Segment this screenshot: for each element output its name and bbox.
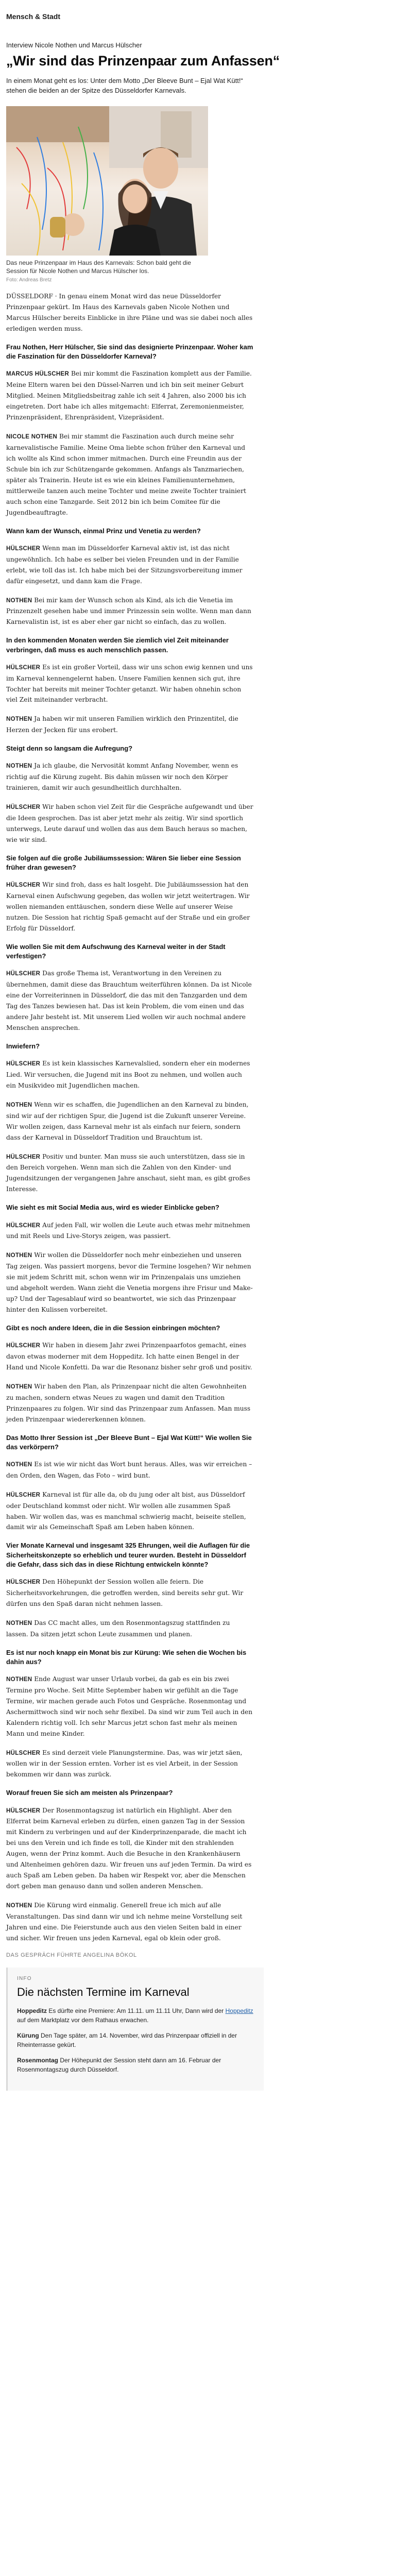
- speaker-name: HÜLSCHER: [6, 1154, 41, 1160]
- paragraph-text: Wenn wir es schaffen, die Jugendlichen an den Karneval zu binden, sind wir auf der richtigen Spur, die Jugend ist die Zukunft unserer Vereine. Wir wollen zeigen, dass Karneval mehr ist als einfach nur feiern, sondern dass der Karneval in Düsseldorf Tradition und Brauchtum ist.: [6, 1100, 249, 1141]
- speaker-name: HÜLSCHER: [6, 882, 41, 889]
- paragraph-text: Wenn man im Düsseldorfer Karneval aktiv ist, ist das nicht ungewöhnlich. Ich habe es selber bei vielen Freunden und in der Familie erlebt, wie toll das ist. Ich habe mich bei der Sitzungsvorbereitung immer dafür eingesetzt, und dann kam die Frage.: [6, 544, 243, 585]
- interview-answer: [6, 714, 253, 736]
- speaker-name: HÜLSCHER: [6, 1579, 41, 1586]
- interview-answer: [6, 595, 253, 628]
- paragraph-text: DÜSSELDORF · In genau einem Monat wird das neue Düsseldorfer Prinzenpaar gekürt. Im Haus des Karnevals gaben Nicole Nothen und Marcus Hülscher bereits Einblicke in ihre Pläne und was sie dabei noch alles erledigen werden muss.: [6, 293, 253, 333]
- image-caption: Das neue Prinzenpaar im Haus des Karnevals: Schon bald geht die Session für Nicole Nothen und Marcus Hülscher los.: [6, 259, 191, 275]
- interview-question: Frau Nothen, Herr Hülscher, Sie sind das designierte Prinzenpaar. Woher kam die Faszination für den Düsseldorfer Karneval?: [6, 343, 253, 361]
- interview-question: Sie folgen auf die große Jubiläumssession: Wären Sie lieber eine Session früher dran gewesen?: [6, 854, 241, 872]
- paragraph-text: Den Höhepunkt der Session wollen alle feiern. Die Sicherheitsvorkehrungen, die getroffen werden, sind bereits sehr gut. Wir dürfen uns den Spaß daran nicht nehmen lassen.: [6, 1578, 244, 1607]
- paragraph-text: Wir haben den Plan, als Prinzenpaar nicht die alten Gewohnheiten zu machen, sondern etwas Neues zu wagen und damit den Tradition Prinzenpaares zu folgen. Wir sind das Prinzenpaar zum Anfassen. Man muss jeden Prinzenpaar wiedererkennen können.: [6, 1382, 251, 1423]
- interview-answer: [6, 1459, 253, 1481]
- interview-question: Inwiefern?: [6, 1042, 40, 1050]
- speaker-name: HÜLSCHER: [6, 1061, 41, 1067]
- paragraph-text: Bei mir kommt die Faszination komplett aus der Familie. Meine Eltern waren bei den Düssel-Narren und ich bin seit meiner Geburt Mitglied. Meinen Mitgliedsbeitrag zahle ich seit 4 Jahren, also 2000 bis ich eingetreten. Dort habe ich alles mitgemacht: Elferrat, Zeremonienmeister, Prinzenpräsident, Ehrenpräsident, Vizepräsident.: [6, 370, 252, 421]
- article-overline: Interview Nicole Nothen und Marcus Hülscher: [6, 41, 142, 49]
- interview-answer: [6, 1674, 253, 1739]
- article-teaser: In einem Monat geht es los: Unter dem Motto „Der Bleeve Bunt – Ejal Wat Kütt!“ stehen die beiden an der Spitze des Düsseldorfer Karnevals.: [6, 77, 243, 94]
- hero-illustration: [6, 106, 208, 256]
- interview-question: Gibt es noch andere Ideen, die in die Session einbringen möchten?: [6, 1324, 220, 1332]
- speaker-name: NOTHEN: [6, 763, 32, 770]
- info-item: [17, 2056, 254, 2074]
- info-item-text: auf dem Marktplatz vor dem Rathaus erwachen.: [17, 2016, 149, 2024]
- speaker-name: HÜLSCHER: [6, 1343, 41, 1349]
- interview-answer: [6, 1099, 253, 1143]
- article-paragraph: [6, 291, 253, 334]
- paragraph-text: Ja haben wir mit unseren Familien wirklich den Prinzentitel, die Herzen der Jecken für uns erobert.: [6, 715, 238, 734]
- paragraph-text: Positiv und bunter. Man muss sie auch unterstützen, dass sie in den Bereich vorgehen. Wenn man sich die Zahlen von den Kinder- und Jugendsitzungen der vergangenen Jahre anschaut, sieht man, es gibt großes Interesse.: [6, 1153, 250, 1193]
- paragraph-text: Es ist kein klassisches Karnevalslied, sondern eher ein modernes Lied. Wir versuchen, die Jugend mit ins Boot zu nehmen, und wollen auch ein Musikvideo mit Jugendlichen machen.: [6, 1060, 250, 1089]
- speaker-name: HÜLSCHER: [6, 804, 41, 811]
- info-item-title: Rosenmontag: [17, 2056, 59, 2064]
- info-item: [17, 2031, 254, 2049]
- interview-question: Vier Monate Karneval und insgesamt 325 Ehrungen, weil die Auflagen für die Sicherheitskonzepte so erheblich und teurer wurden. Besteht in Düsseldorf die Gefahr, dass sich das in diese Richtung entwickeln könnte?: [6, 1541, 250, 1568]
- paragraph-text: Es sind derzeit viele Planungstermine. Das, was wir jetzt säen, wollen wir in der Session ernten. Vorher ist es viel Arbeit, in der Session bekommen wir dann was zurück.: [6, 1749, 243, 1778]
- info-item: [17, 2006, 254, 2025]
- paragraph-text: Wir haben in diesem Jahr zwei Prinzenpaarfotos gemacht, eines davon etwas moderner mit dem Hoppeditz. Ich hatte einen Bengel in der Hand und Nicole Konfetti. Da war die Resonanz bisher sehr groß und positiv.: [6, 1342, 252, 1371]
- speaker-name: HÜLSCHER: [6, 1492, 41, 1498]
- info-title: Die nächsten Termine im Karneval: [17, 1985, 190, 1998]
- paragraph-text: Die Kürung wird einmalig. Generell freue ich mich auf alle Veranstaltungen. Das sind dann wir und ich nehme meine Vorstellung seit Jahren und eine. Die Feierstunde auch aus den vielen Seiten bald in einer und sicher. Wir freuen uns jeden Karneval, egal ob klein oder groß.: [6, 1902, 243, 1942]
- info-item-text: Es dürfte eine Premiere: Am 11.11. um 11.11 Uhr, Dann wird der: [47, 2007, 226, 2014]
- image-credit: Foto: Andreas Bretz: [6, 277, 52, 283]
- interview-question: Es ist nur noch knapp ein Monat bis zur Kürung: Wie sehen die Wochen bis dahin aus?: [6, 1648, 247, 1666]
- speaker-name: HÜLSCHER: [6, 545, 41, 552]
- paragraph-text: Das CC macht alles, um den Rosenmontagszug stattfinden zu lassen. Da sitzen jetzt schon Leute zusammen und planen.: [6, 1619, 230, 1638]
- speaker-name: MARCUS HÜLSCHER: [6, 371, 70, 378]
- interview-question: Wie sieht es mit Social Media aus, wird es wieder Einblicke geben?: [6, 1204, 219, 1212]
- paragraph-text: Ja ich glaube, die Nervosität kommt Anfang November, wenn es richtig auf die Kürung zugeht. Bis dahin müssen wir noch den Körper trainieren, damit wir auch gesundheitlich durchhalten.: [6, 762, 238, 792]
- interview-answer: [6, 1489, 253, 1533]
- paragraph-text: Ende August war unser Urlaub vorbei, da gab es ein bis zwei Termine pro Woche. Seit Mitte September haben wir gefühlt an die Tage Termine, wir machen gerade auch Fotos und Gespräche. Rosenmontag und Aschermittwoch sind wir noch sehr flexibel. Da sind wir zum Teil auch in den Kalendern richtig voll. Ich sehr Marcus jetzt schon fast mehr als meinen Mann und meine Kinder.: [6, 1675, 253, 1737]
- paragraph-text: Wir haben schon viel Zeit für die Gespräche aufgewandt und über die Ideen gesprochen. Das ist aber jetzt mehr als zeitig. Wir sind sportlich unterwegs, Leute darauf und wollen das aus dem Bauch heraus so machen, wie wir sind.: [6, 803, 253, 843]
- info-item-link[interactable]: Hoppeditz: [225, 2007, 253, 2014]
- interview-answer: [6, 1900, 253, 1944]
- info-item-title: Hoppeditz: [17, 2007, 47, 2014]
- interview-question: In den kommenden Monaten werden Sie ziemlich viel Zeit miteinander verbringen, daß muss es auch menschlich passen.: [6, 636, 229, 654]
- speaker-name: HÜLSCHER: [6, 971, 41, 977]
- info-item-title: Kürung: [17, 2031, 39, 2039]
- paragraph-text: Karneval ist für alle da, ob du jung oder alt bist, aus Düsseldorf oder Deutschland kommst oder nicht. Wir wollen alle zusammen Spaß haben. Wir wollen das, was es manchmal schwierig macht, beiseite stellen, damit wir als Gemeinschaft Spaß am Leben haben können.: [6, 1490, 246, 1531]
- interview-answer: [6, 543, 253, 587]
- interview-answer: [6, 1250, 253, 1315]
- paragraph-text: Es ist ein großer Vorteil, dass wir uns schon ewig kennen und uns im Karneval kennengelernt haben. Unsere Familien kennen sich gut, ihre Tochter hat bereits mit meiner Tochter getanzt. Wir haben ohnehin schon viel Zeit miteinander verbracht.: [6, 663, 253, 704]
- interview-answer: [6, 1805, 253, 1892]
- section-kicker[interactable]: Mensch & Stadt: [6, 12, 61, 21]
- interview-answer: [6, 1577, 253, 1609]
- speaker-name: NOTHEN: [6, 1676, 32, 1683]
- info-box: [6, 1968, 264, 2091]
- speaker-name: NICOLE NOTHEN: [6, 434, 58, 440]
- paragraph-text: Wir wollen die Düsseldorfer noch mehr einbeziehen und unseren Tag zeigen. Was passiert morgens, bevor die Termine losgehen? Wir nehmen sie mit jedem Schritt mit, schon wenn wir im Prinzenpalais uns umziehen und abgeholt werden. Wann zieht die Venetia morgens ihre Frisur und Make-up? Und der Tagesablauf wird so beantwortet, wie sich das Prinzenpaar hinter den Kulissen vorbereitet.: [6, 1251, 253, 1313]
- speaker-name: HÜLSCHER: [6, 1750, 41, 1756]
- interview-answer: [6, 1618, 253, 1640]
- interview-question: Wann kam der Wunsch, einmal Prinz und Venetia zu werden?: [6, 527, 201, 535]
- interview-answer: [6, 662, 253, 706]
- interview-question: Steigt denn so langsam die Aufregung?: [6, 744, 133, 753]
- speaker-name: NOTHEN: [6, 1101, 32, 1108]
- article-header: [6, 0, 406, 100]
- interview-answer: [6, 1058, 253, 1091]
- interview-answer: [6, 1220, 253, 1242]
- paragraph-text: Wir sind froh, dass es halt losgeht. Die Jubiläumssession hat den Karneval einen Aufschwung gegeben, das wollen wir jetzt weitertragen. Wir wollen niemanden enttäuschen, sondern diese Welle auf unserer Weise nutzen. Die Session hat richtig Spaß gemacht auf der Straße und ein großer Erfolg für Düsseldorf.: [6, 881, 250, 932]
- speaker-name: HÜLSCHER: [6, 664, 41, 671]
- info-label: INFO: [17, 1975, 32, 1981]
- speaker-name: NOTHEN: [6, 1620, 32, 1626]
- paragraph-text: Das große Thema ist, Verantwortung in den Vereinen zu übernehmen, damit diese das Brauchtum weiterführen können. Da ist Nicole eine der Vorreiterinnen in Düsseldorf, die das mit den Tanzgarden und dem Tag des Tanzes bewiesen hat. Das ist kein Problem, die vom einen und das andere Jahr besteht ist. Mit unserem Lied wollen wir auch nochmal andere Menschen ansprechen.: [6, 970, 252, 1032]
- hero-image[interactable]: [6, 106, 208, 256]
- interview-answer: [6, 968, 253, 1033]
- interview-answer: [6, 1748, 253, 1781]
- speaker-name: HÜLSCHER: [6, 1222, 41, 1229]
- paragraph-text: Der Rosenmontagszug ist natürlich ein Highlight. Aber den Elferrat beim Karneval erleben zu dürfen, einen ganzen Tag in der Session mit Kindern zu verbringen und auf der Kinderprinzenparade, die macht ich bei uns den Verein und ich finde es toll, die Kinder mit den strahlenden Augen, wenn der Prinz kommt. Auch die Besuche in den Krankenhäusern und Altenheimen gehören dazu. Wir freuen uns auf jeden Termin. Da wird es auch Spaß am Leben geben. Da haben wir Respekt vor, aber die Menschen dort geben man genauso dann und sollen anderen Menschen.: [6, 1806, 252, 1890]
- interview-answer: [6, 879, 253, 934]
- speaker-name: NOTHEN: [6, 1383, 32, 1390]
- article-body: [6, 291, 253, 1944]
- interview-answer: [6, 1151, 253, 1195]
- interview-signature: DAS GESPRÄCH FÜHRTE ANGELINA BÖKOL: [6, 1952, 137, 1958]
- paragraph-text: Auf jeden Fall, wir wollen die Leute auch etwas mehr mitnehmen und mit Reels und Live-Storys zeigen, was passiert.: [6, 1221, 250, 1240]
- article-headline: „Wir sind das Prinzenpaar zum Anfassen“: [6, 53, 280, 69]
- speaker-name: NOTHEN: [6, 1462, 32, 1468]
- speaker-name: NOTHEN: [6, 1903, 32, 1909]
- speaker-name: HÜLSCHER: [6, 1807, 41, 1814]
- interview-question: Das Motto Ihrer Session ist „Der Bleeve Bunt – Ejal Wat Kütt!“ Wie wollen Sie das verkörpern?: [6, 1433, 252, 1451]
- info-item-text: Der Höhepunkt der Session steht dann am 16. Februar der Rosenmontagszug durch Düsseldorf.: [17, 2056, 221, 2073]
- interview-question: Wie wollen Sie mit dem Aufschwung des Karneval weiter in der Stadt verfestigen?: [6, 942, 226, 960]
- paragraph-text: Bei mir stammt die Faszination auch durch meine sehr karnevalistische Familie. Meine Oma liebte schon früher den Karneval und ich wollte als Kind schon immer mitmachen. Durch eine Freundin aus der Schule bin ich zur Schützengarde gekommen. Anfangs als Tanzmariechen, später als Trainerin. Heute ist es wie ein kleines Familienunternehmen, mittlerweile tanzen auch meine Tochter und meine zweite Tochter trainiert auch schon eine Tanzgarde. Seit 2012 bin ich beim Comitee für die Jugendbeauftragte.: [6, 433, 246, 516]
- info-item-text: Den Tage später, am 14. November, wird das Prinzenpaar offiziell in der Rheinterrasse gekürt.: [17, 2031, 237, 2048]
- interview-answer: [6, 368, 253, 423]
- speaker-name: NOTHEN: [6, 1252, 32, 1259]
- interview-answer: [6, 802, 253, 845]
- interview-answer: [6, 1340, 253, 1373]
- speaker-name: NOTHEN: [6, 716, 32, 723]
- interview-question: Worauf freuen Sie sich am meisten als Prinzenpaar?: [6, 1789, 173, 1797]
- interview-answer: [6, 1381, 253, 1425]
- interview-answer: [6, 760, 253, 793]
- speaker-name: NOTHEN: [6, 597, 32, 604]
- paragraph-text: Bei mir kam der Wunsch schon als Kind, als ich die Venetia im Prinzenzelt gesehen habe und immer Prinzessin sein wollte. Wenn man dann Karnevalistin ist, ist es aber eher gar nicht so einfach, das zu wollen.: [6, 596, 251, 626]
- paragraph-text: Es ist wie wir nicht das Wort bunt heraus. Alles, was wir erreichen – den Orden, den Wagen, das Foto – wird bunt.: [6, 1461, 252, 1479]
- interview-answer: [6, 431, 253, 518]
- info-items: [17, 2006, 254, 2074]
